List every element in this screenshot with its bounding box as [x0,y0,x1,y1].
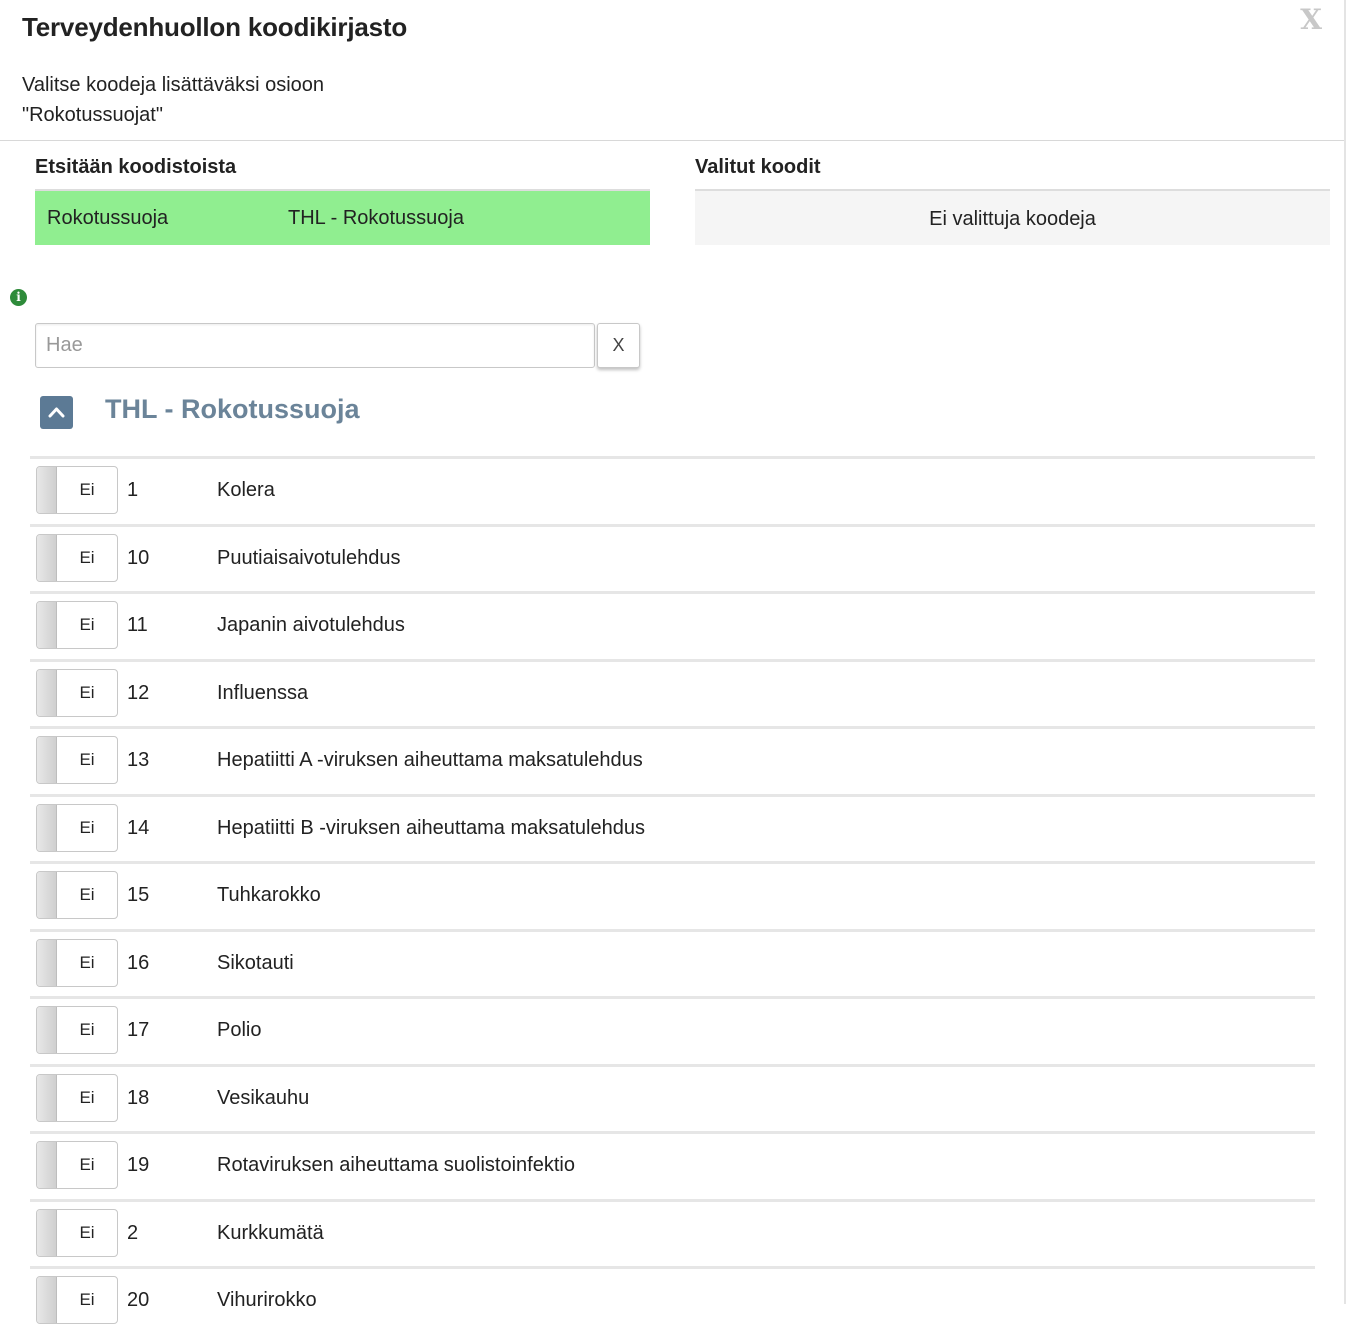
toggle-knob [37,670,57,716]
close-dialog-button[interactable]: X [1300,3,1322,36]
code-value: 2 [127,1221,139,1244]
group-title: THL - Rokotussuoja [105,394,360,424]
code-name: Kolera [217,479,275,501]
toggle-knob [37,805,57,851]
toggle-knob [37,1075,57,1121]
code-row [30,726,1315,794]
toggle-label: Ei [79,1222,95,1242]
select-toggle[interactable] [36,939,118,987]
selected-codes-label: Valitut koodit [695,156,821,178]
toggle-label: Ei [79,885,95,904]
toggle-knob [37,872,57,918]
code-name: Influenssa [217,681,309,704]
toggle-label: Ei [79,480,95,499]
code-row [30,659,1315,727]
code-row [30,524,1315,592]
toggle-knob [37,602,57,648]
select-toggle[interactable] [36,1141,118,1189]
toggle-label: Ei [79,1020,95,1039]
select-toggle[interactable] [36,669,118,717]
toggle-label: Ei [79,952,95,972]
select-toggle[interactable] [36,601,118,649]
select-toggle[interactable] [36,1074,118,1122]
code-row [30,861,1315,929]
search-source-name: Rokotussuoja [47,207,169,229]
dialog-title: Terveydenhuollon koodikirjasto [22,12,408,42]
code-value: 19 [127,1154,150,1176]
code-row [30,1199,1315,1267]
toggle-label: Ei [79,817,95,837]
search-source-codeset: THL - Rokotussuoja [288,207,464,229]
select-toggle[interactable] [36,1209,118,1257]
code-row [30,1131,1315,1199]
code-name: Kurkkumätä [217,1221,324,1244]
code-name: Polio [217,1019,262,1041]
toggle-knob [37,467,57,513]
search-source-item[interactable] [35,189,650,245]
code-value: 15 [127,884,150,906]
code-name: Hepatiitti A -viruksen aiheuttama maksatulehdus [217,749,643,771]
code-name: Vihurirokko [217,1289,317,1311]
search-input[interactable] [35,323,595,368]
select-toggle[interactable] [36,466,118,514]
code-row [30,929,1315,997]
code-value: 1 [127,479,139,501]
code-name: Sikotauti [217,951,294,974]
code-value: 14 [127,816,150,839]
code-value: 11 [127,614,148,636]
code-name: Vesikauhu [217,1086,310,1109]
code-name: Puutiaisaivotulehdus [217,546,401,569]
code-name: Rotaviruksen aiheuttama suolistoinfektio [217,1154,575,1176]
toggle-knob [37,737,57,783]
select-toggle[interactable] [36,736,118,784]
code-list [30,456,1315,1334]
code-name: Japanin aivotulehdus [217,614,405,636]
code-row [30,996,1315,1064]
toggle-label: Ei [79,615,95,634]
code-value: 18 [127,1086,150,1109]
info-circle-icon[interactable]: i [10,289,27,306]
toggle-label: Ei [79,750,95,769]
select-toggle[interactable] [36,1006,118,1054]
toggle-label: Ei [79,547,95,567]
select-toggle[interactable] [36,1276,118,1324]
toggle-knob [37,1277,57,1323]
clear-search-button[interactable]: X [597,323,640,368]
code-row [30,794,1315,862]
collapse-group-button[interactable] [40,396,73,429]
chevron-up-icon [48,405,65,419]
toggle-knob [37,1007,57,1053]
selected-codes-empty: Ei valittuja koodeja [695,189,1330,245]
code-value: 17 [127,1019,150,1041]
code-name: Tuhkarokko [217,884,321,906]
code-value: 13 [127,749,150,771]
toggle-label: Ei [79,1290,95,1309]
toggle-knob [37,535,57,581]
header-divider [0,140,1344,141]
code-name: Hepatiitti B -viruksen aiheuttama maksatulehdus [217,816,645,839]
code-value: 16 [127,951,150,974]
toggle-label: Ei [79,1155,95,1174]
code-row [30,591,1315,659]
toggle-label: Ei [79,682,95,702]
dialog-subtitle: Valitse koodeja lisättäväksi osioon "Rokotussuojat" [22,74,325,126]
select-toggle[interactable] [36,534,118,582]
code-row [30,456,1315,524]
select-toggle[interactable] [36,871,118,919]
toggle-knob [37,1210,57,1256]
search-sources-label: Etsitään koodistoista [35,156,237,178]
toggle-label: Ei [79,1087,95,1107]
code-value: 20 [127,1289,150,1311]
toggle-knob [37,1142,57,1188]
code-value: 12 [127,681,150,704]
select-toggle[interactable] [36,804,118,852]
toggle-knob [37,940,57,986]
code-row [30,1064,1315,1132]
code-row [30,1266,1315,1334]
code-value: 10 [127,546,150,569]
